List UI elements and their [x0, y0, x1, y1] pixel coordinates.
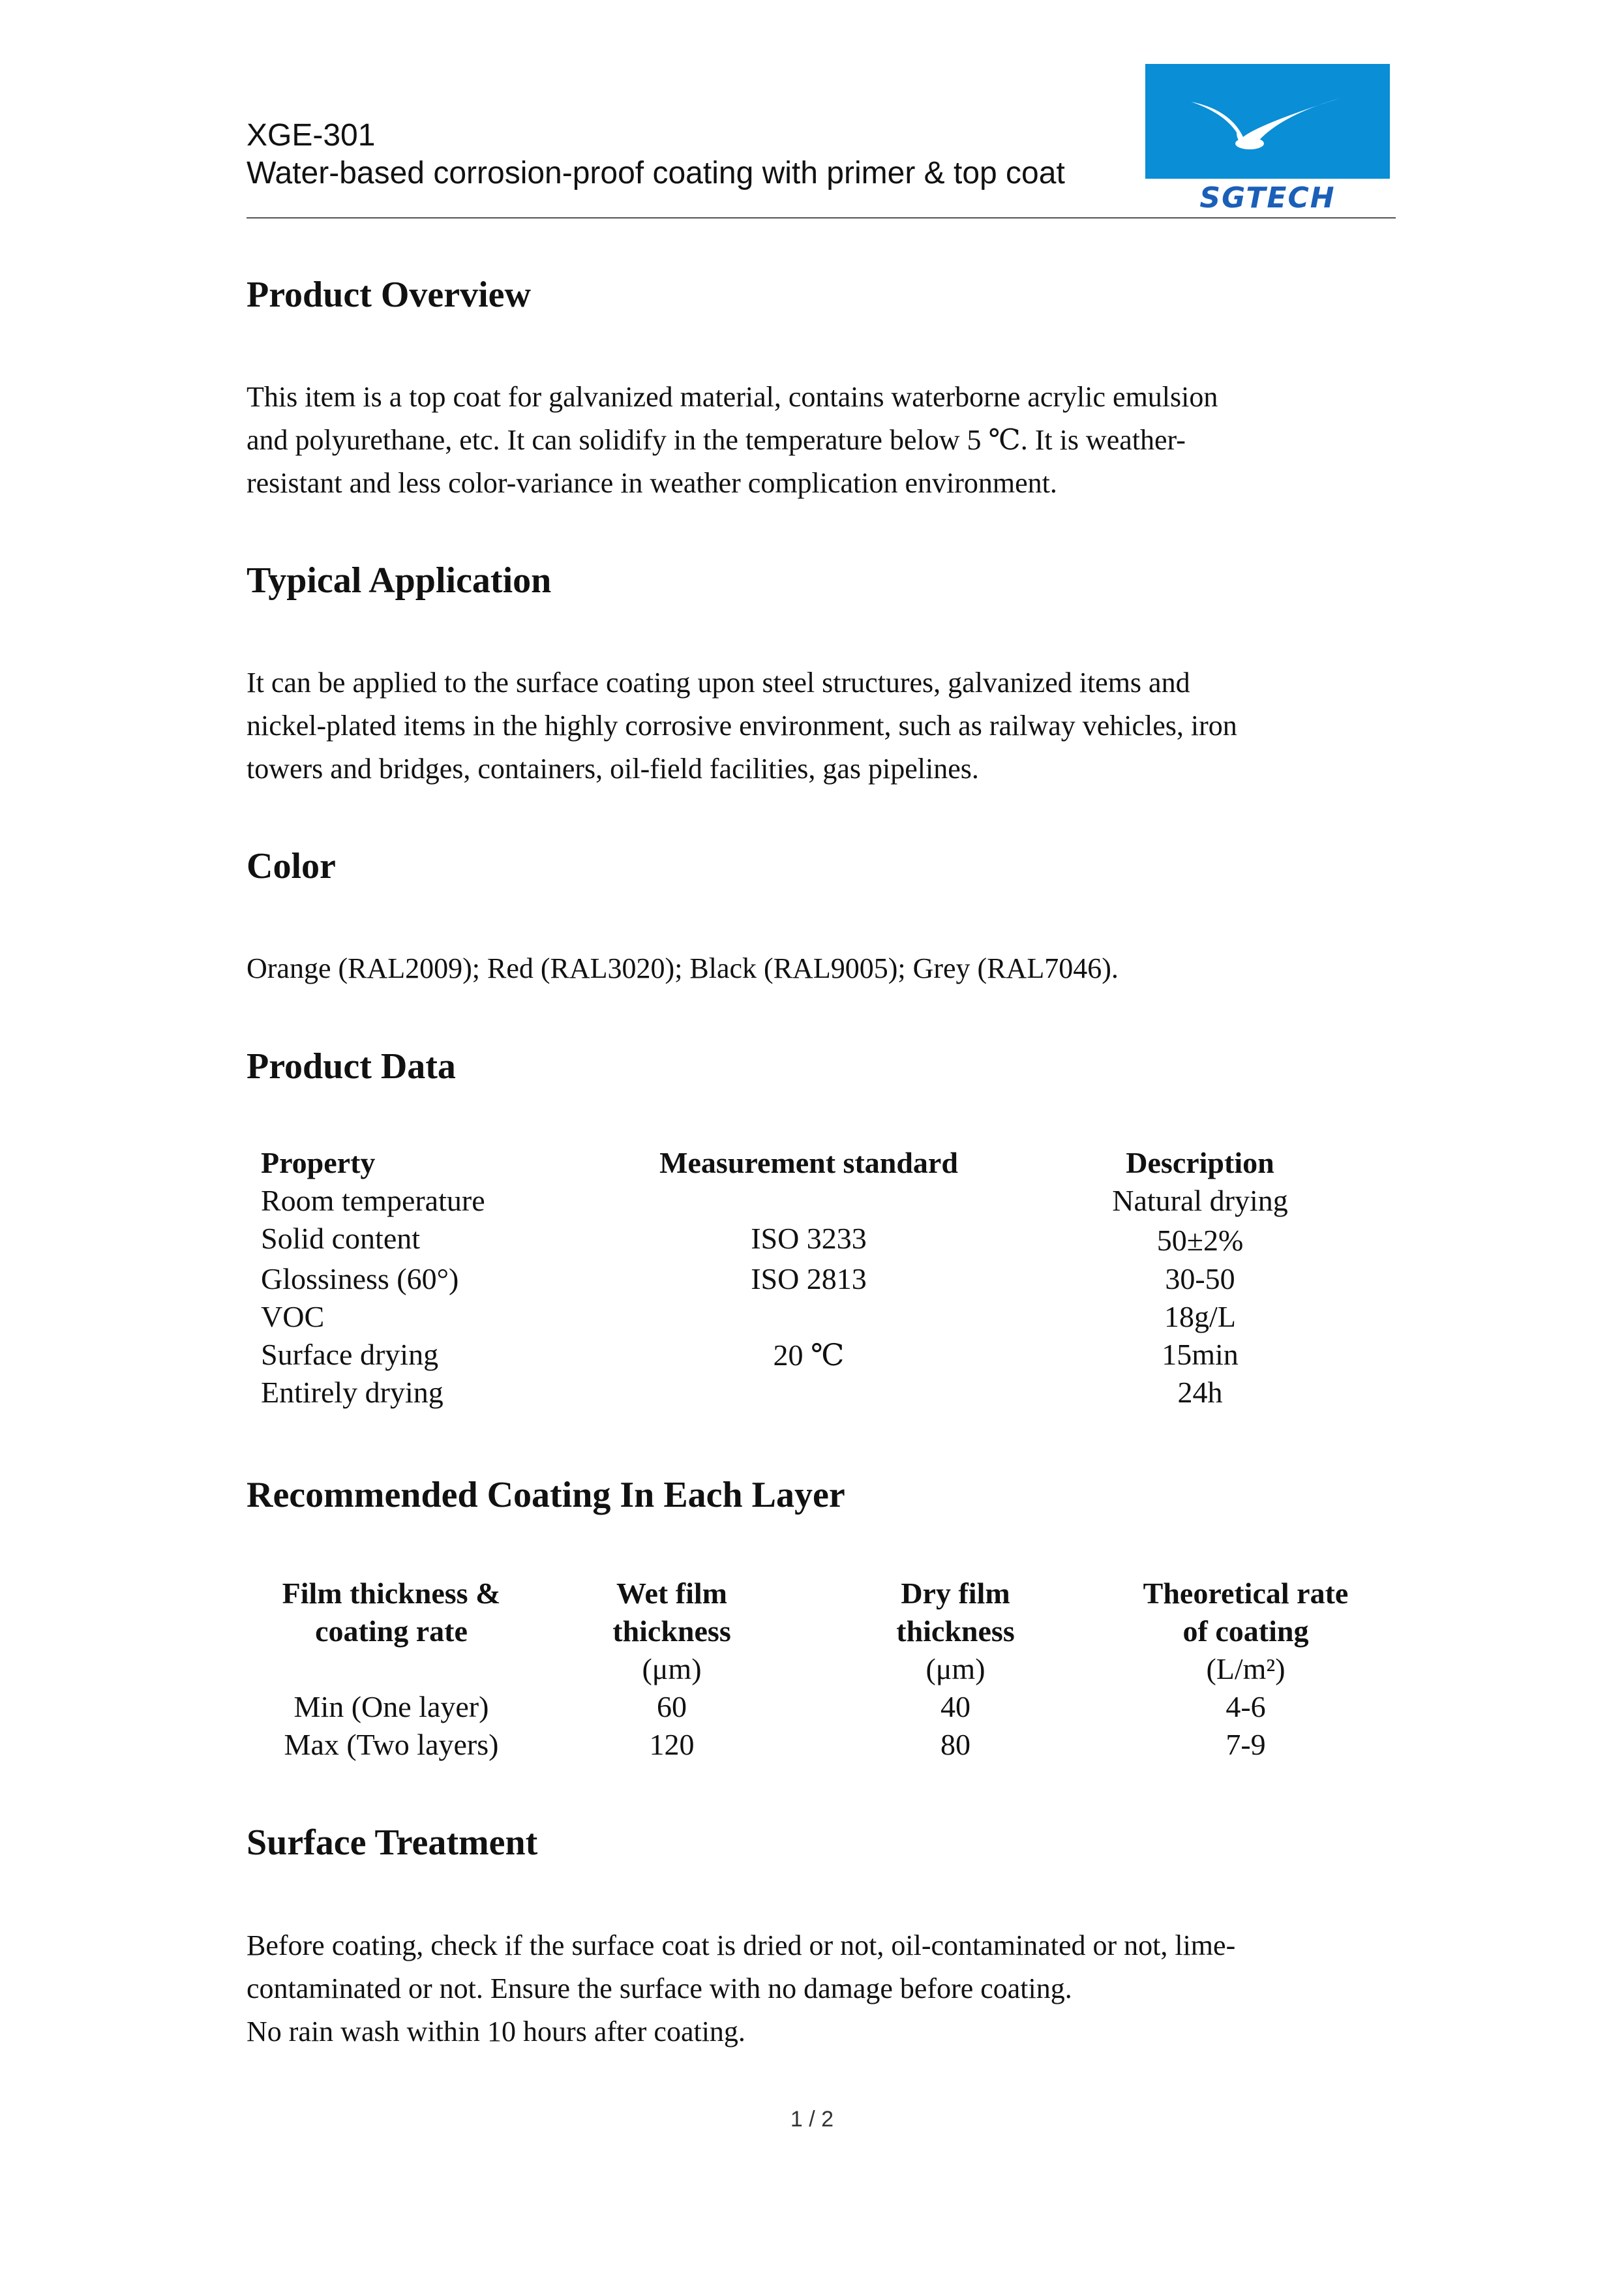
table-cell: ISO 3233 [751, 1222, 867, 1255]
application-paragraph [247, 661, 1394, 791]
product-subtitle: Water-based corrosion-proof coating with primer & top coat [247, 156, 1065, 190]
coating-header: thickness [612, 1614, 731, 1648]
overview-line: This item is a top coat for galvanized material, contains waterborne acrylic emulsion [247, 381, 1218, 413]
coating-header: coating rate [315, 1614, 468, 1648]
coating-cell: 120 [649, 1728, 695, 1761]
overview-line: resistant and less color-variance in weather complication environment. [247, 467, 1057, 499]
coating-header: of coating [1182, 1614, 1309, 1648]
coating-cell: 60 [657, 1690, 687, 1723]
coating-header: thickness [896, 1614, 1015, 1648]
coating-header: Wet film [616, 1577, 727, 1610]
table-header-description: Description [1126, 1146, 1274, 1179]
table-cell: Solid content [261, 1222, 421, 1255]
table-cell: VOC [261, 1300, 325, 1333]
table-cell: Room temperature [261, 1184, 485, 1217]
coating-cell: 80 [940, 1728, 970, 1761]
overview-paragraph [247, 376, 1394, 505]
coating-header: Dry film [901, 1577, 1010, 1610]
coating-header: Film thickness & [282, 1577, 501, 1610]
logo-banner [1145, 64, 1390, 179]
table-header-property: Property [261, 1146, 376, 1179]
document-header [247, 111, 1394, 219]
application-line: towers and bridges, containers, oil-field facilities, gas pipelines. [247, 753, 979, 785]
color-line: Orange (RAL2009); Red (RAL3020); Black (RAL9005); Grey (RAL7046). [247, 952, 1119, 984]
section-title-color: Color [247, 846, 336, 886]
product-code: XGE-301 [247, 118, 376, 153]
seagull-icon [1145, 64, 1390, 179]
table-cell: Natural drying [1112, 1184, 1288, 1217]
coating-cell: Min (One layer) [293, 1690, 489, 1723]
table-cell: Glossiness (60°) [261, 1262, 459, 1295]
coating-header: Theoretical rate [1143, 1577, 1349, 1610]
section-title-application: Typical Application [247, 560, 552, 601]
section-title-surface: Surface Treatment [247, 1822, 538, 1863]
coating-cell: 7-9 [1226, 1728, 1266, 1761]
coating-cell: 40 [940, 1690, 970, 1723]
table-cell: Surface drying [261, 1338, 439, 1371]
table-cell: 15min [1162, 1338, 1239, 1371]
section-title-coating: Recommended Coating In Each Layer [247, 1475, 845, 1515]
table-cell: 50±2% [1156, 1224, 1244, 1257]
coating-unit: (L/m²) [1206, 1652, 1286, 1685]
color-paragraph [247, 947, 1394, 990]
table-cell: Entirely drying [261, 1376, 444, 1409]
coating-cell: Max (Two layers) [284, 1728, 499, 1761]
coating-unit: (μm) [642, 1652, 702, 1685]
application-line: It can be applied to the surface coating upon steel structures, galvanized items and [247, 667, 1190, 699]
table-cell: 20 ℃ [773, 1338, 845, 1372]
table-cell: 18g/L [1164, 1300, 1236, 1333]
surface-line: contaminated or not. Ensure the surface with no damage before coating. [247, 1972, 1072, 2004]
section-title-product-data: Product Data [247, 1046, 456, 1087]
surface-paragraph [247, 1924, 1394, 2053]
company-logo [1145, 64, 1390, 218]
table-cell: 30-50 [1165, 1262, 1235, 1295]
coating-cell: 4-6 [1226, 1690, 1266, 1723]
logo-wordmark: SGTECH [1199, 181, 1336, 215]
section-title-overview: Product Overview [247, 275, 531, 315]
page-number: 1 / 2 [790, 2107, 834, 2132]
overview-line: and polyurethane, etc. It can solidify in the temperature below 5 ℃. It is weather- [247, 424, 1186, 456]
table-header-standard: Measurement standard [659, 1146, 958, 1179]
table-cell: ISO 2813 [751, 1262, 867, 1295]
application-line: nickel-plated items in the highly corrosive environment, such as railway vehicles, iron [247, 710, 1237, 742]
table-cell: 24h [1177, 1376, 1223, 1409]
surface-line: No rain wash within 10 hours after coating. [247, 2016, 745, 2047]
coating-unit: (μm) [925, 1652, 985, 1685]
surface-line: Before coating, check if the surface coat is dried or not, oil-contaminated or not, lime- [247, 1929, 1236, 1961]
